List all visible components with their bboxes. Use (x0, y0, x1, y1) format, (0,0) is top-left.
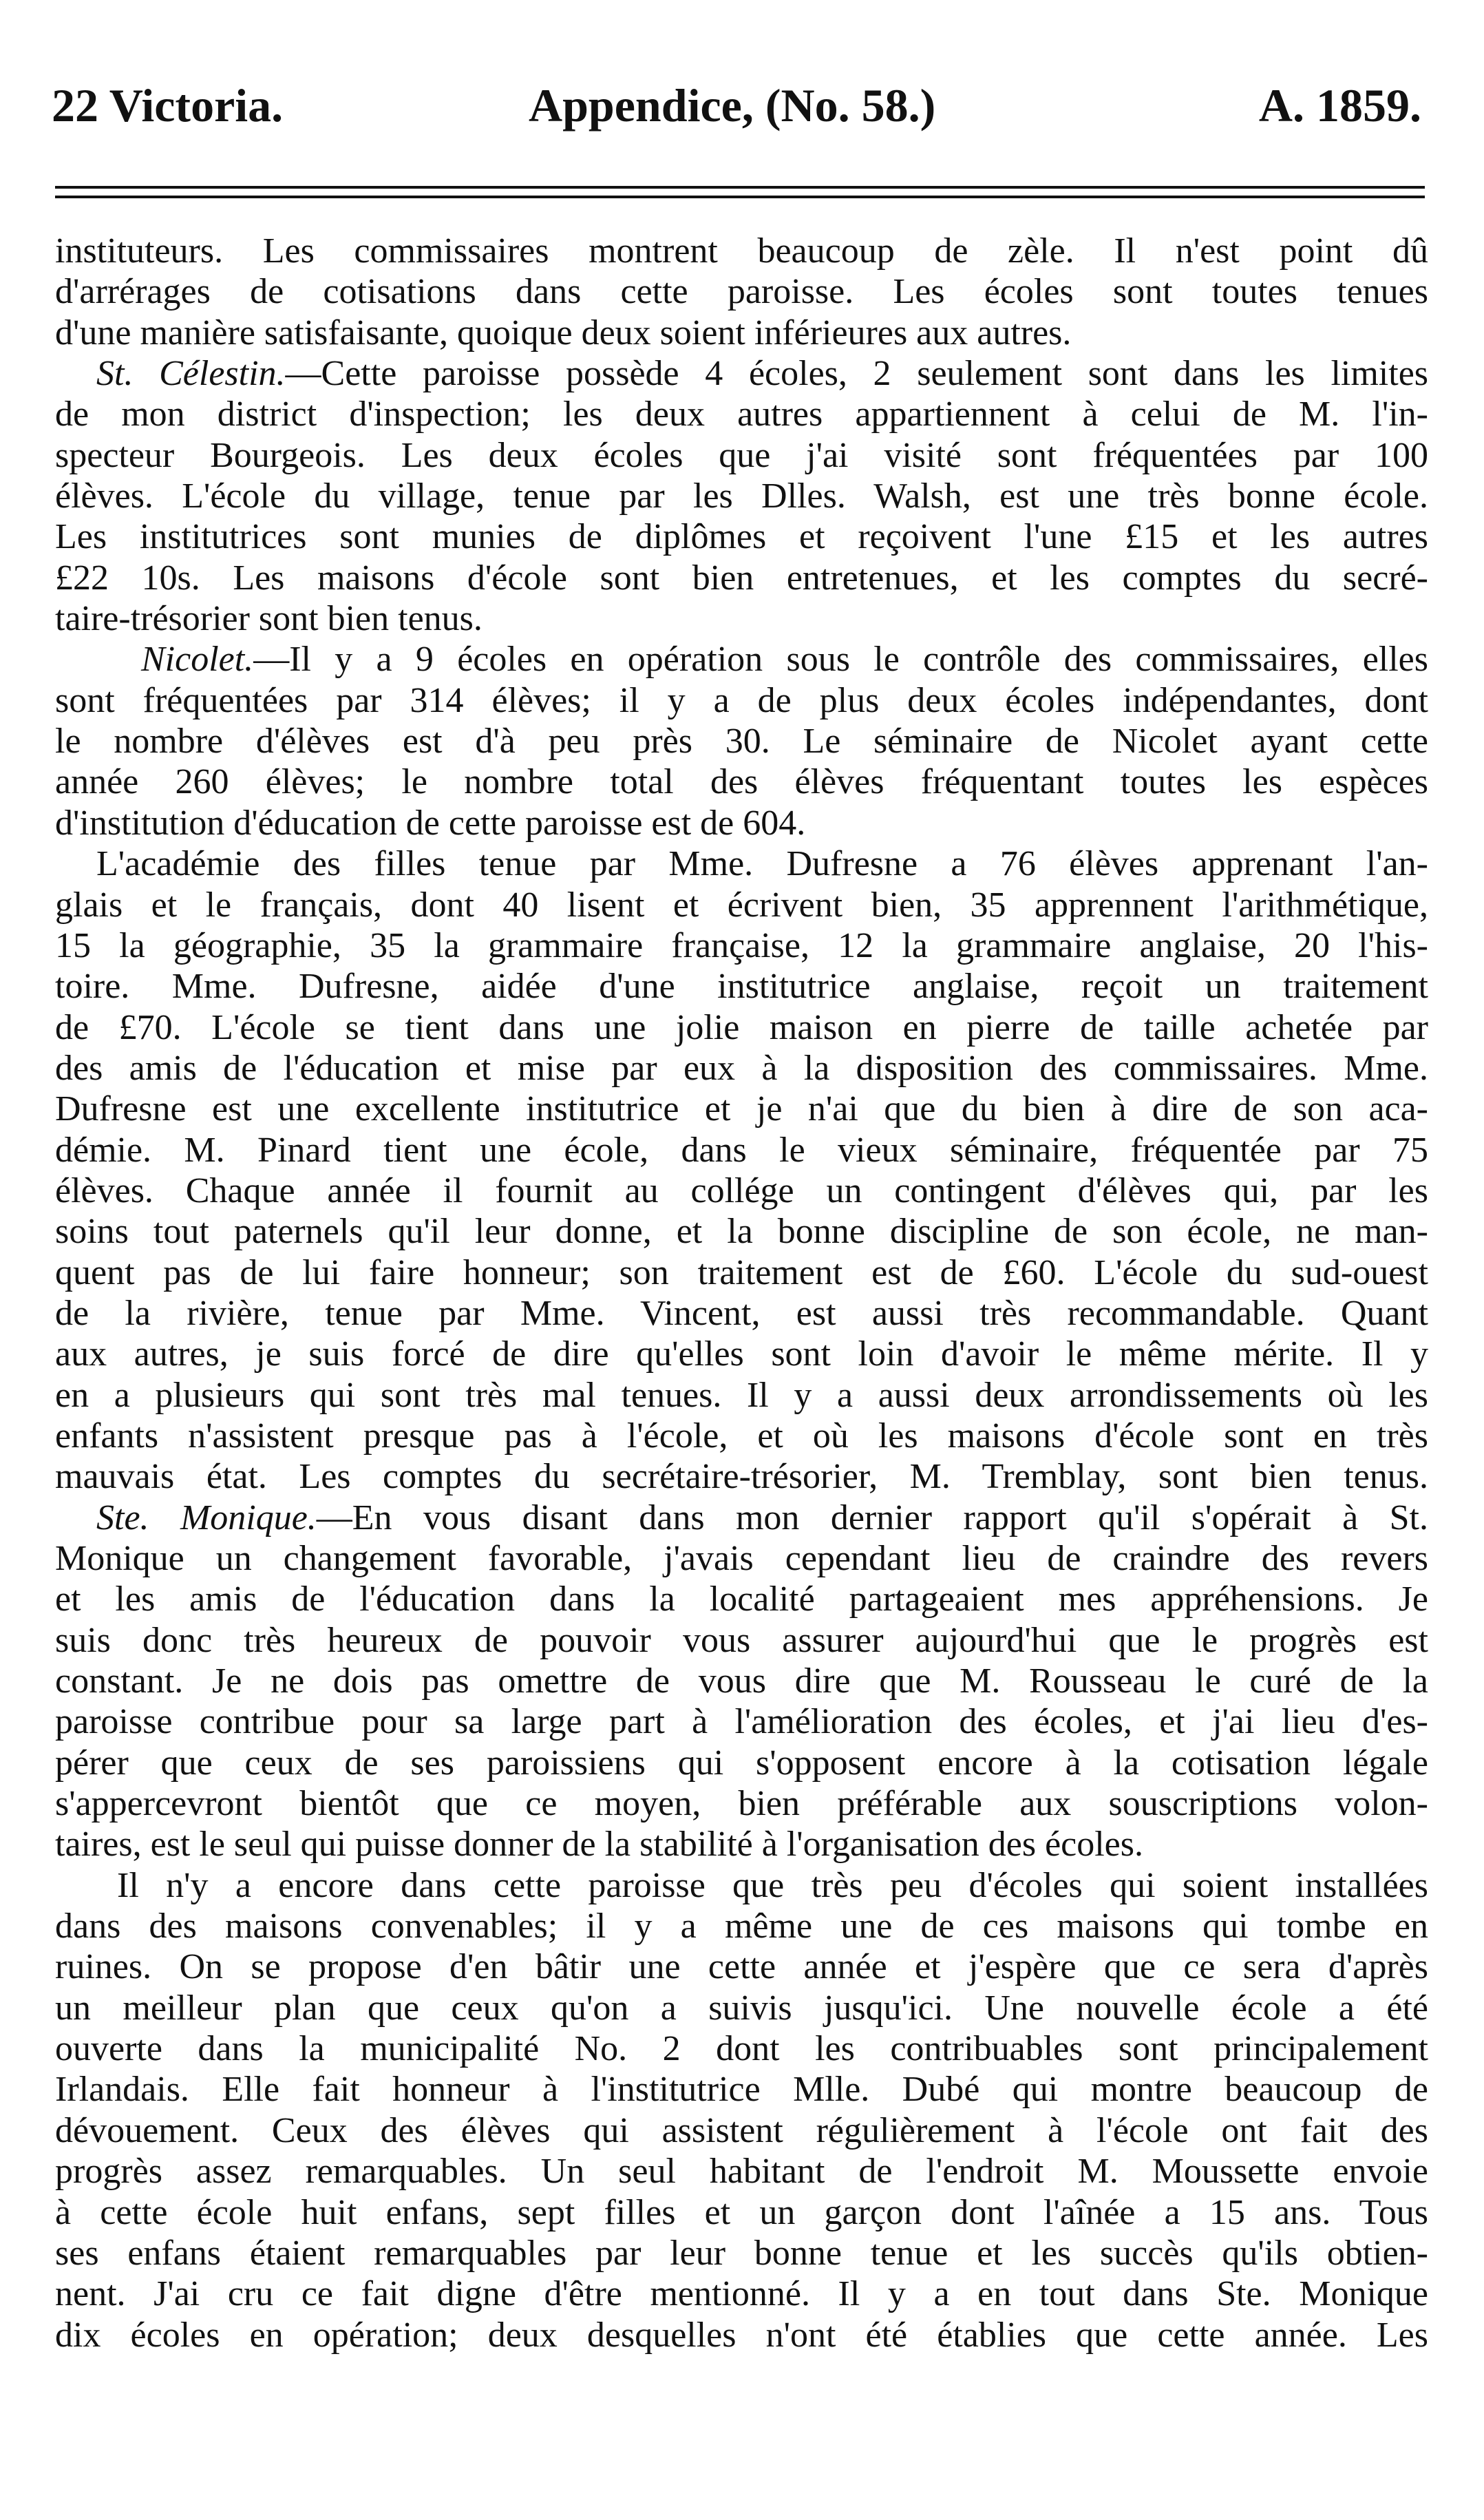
text-line (55, 2233, 1428, 2274)
line-text: ouverte dans la municipalité No. 2 dont les contribuables sont principalement (55, 2029, 1428, 2069)
line-text: nent. J'ai cru ce fait digne d'être mentionné. Il y a en tout dans Ste. Monique (55, 2274, 1428, 2314)
line-text: démie. M. Pinard tient une école, dans le vieux séminaire, fréquentée par 75 (55, 1130, 1428, 1170)
line-text: —Il y a 9 écoles en opération sous le contrôle des commissaires, elles (253, 640, 1428, 680)
text-line (55, 598, 1428, 639)
line-text: d'institution d'éducation de cette paroisse est de 604. (55, 803, 806, 843)
text-line (55, 885, 1428, 925)
text-line (55, 1293, 1428, 1334)
text-line (55, 1988, 1428, 2028)
text-line (55, 353, 1428, 394)
text-line (55, 2110, 1428, 2151)
line-text: en a plusieurs qui sont très mal tenues. Il y a aussi deux arrondissements où les (55, 1375, 1428, 1415)
line-text: quent pas de lui faire honneur; son traitement est de £60. L'école du sud-ouest (55, 1252, 1428, 1292)
line-text: progrès assez remarquables. Un seul habitant de l'endroit M. Moussette envoie (55, 2152, 1428, 2192)
line-text: dans des maisons convenables; il y a même une de ces maisons qui tombe en (55, 1907, 1428, 1946)
running-header (52, 74, 1421, 136)
text-line (55, 1211, 1428, 1252)
text-line (55, 1498, 1428, 1538)
line-text: d'une manière satisfaisante, quoique deux soient inférieures aux autres. (55, 313, 1072, 353)
text-line (55, 966, 1428, 1007)
line-text: —En vous disant dans mon dernier rapport qu'il s'opérait à St. (316, 1498, 1428, 1537)
line-text: le nombre d'élèves est d'à peu près 30. Le séminaire de Nicolet ayant cette (55, 722, 1428, 762)
line-text: un meilleur plan que ceux qu'on a suivis jusqu'ici. Une nouvelle école a été (55, 1988, 1428, 2028)
text-line (55, 1865, 1428, 1906)
text-line (55, 516, 1428, 557)
text-line (55, 843, 1428, 884)
text-line (55, 1456, 1428, 1497)
line-text: élèves. Chaque année il fournit au collége un contingent d'élèves qui, par les (55, 1170, 1428, 1210)
line-text: Il n'y a encore dans cette paroisse que très peu d'écoles qui soient installées (117, 1865, 1428, 1905)
text-line (55, 1252, 1428, 1293)
line-text: paroisse contribue pour sa large part à l'amélioration des écoles, et j'ai lieu d'es- (55, 1702, 1428, 1742)
line-text: année 260 élèves; le nombre total des élèves fréquentant toutes les espèces (55, 762, 1428, 802)
text-line (55, 2069, 1428, 2110)
line-text: sont fréquentées par 314 élèves; il y a de plus deux écoles indépendantes, dont (55, 680, 1428, 720)
line-text: de mon district d'inspection; les deux autres appartiennent à celui de M. l'in- (55, 395, 1428, 434)
line-text: Les institutrices sont munies de diplômes et reçoivent l'une £15 et les autres (55, 517, 1428, 557)
text-line (55, 558, 1428, 598)
line-text: ruines. On se propose d'en bâtir une cette année et j'espère que ce sera d'après (55, 1947, 1428, 1987)
line-text: aux autres, je suis forcé de dire qu'elles sont loin d'avoir le même mérite. Il y (55, 1334, 1428, 1374)
text-line (55, 2192, 1428, 2233)
text-line (55, 803, 1428, 843)
line-text: à cette école huit enfans, sept filles et un garçon dont l'aînée a 15 ans. Tous (55, 2192, 1428, 2232)
text-line (55, 1579, 1428, 1619)
text-line (55, 1170, 1428, 1211)
line-text: ses enfans étaient remarquables par leur bonne tenue et les succès qu'ils obtien- (55, 2233, 1428, 2273)
text-line (55, 639, 1428, 680)
text-line (55, 435, 1428, 476)
text-line (55, 762, 1428, 802)
line-text: Irlandais. Elle fait honneur à l'institutrice Mlle. Dubé qui montre beaucoup de (55, 2070, 1428, 2110)
section-heading: Nicolet. (141, 640, 254, 680)
text-line (55, 1620, 1428, 1661)
header-rule-top (55, 186, 1425, 189)
text-line (55, 1783, 1428, 1824)
text-line (55, 1048, 1428, 1089)
text-line (55, 2028, 1428, 2069)
text-line (55, 925, 1428, 966)
text-line (55, 1946, 1428, 1987)
line-text: mauvais état. Les comptes du secrétaire-trésorier, M. Tremblay, sont bien tenus. (55, 1457, 1428, 1497)
line-text: constant. Je ne dois pas omettre de vous dire que M. Rousseau le curé de la (55, 1661, 1428, 1701)
text-line (55, 1538, 1428, 1579)
line-text: d'arrérages de cotisations dans cette paroisse. Les écoles sont toutes tenues (55, 272, 1428, 312)
line-text: £22 10s. Les maisons d'école sont bien entretenues, et les comptes du secré- (55, 558, 1428, 598)
line-text: L'académie des filles tenue par Mme. Dufresne a 76 élèves apprenant l'an- (96, 844, 1428, 884)
text-line (55, 1375, 1428, 1416)
line-text: pérer que ceux de ses paroissiens qui s'opposent encore à la cotisation légale (55, 1743, 1428, 1783)
line-text: toire. Mme. Dufresne, aidée d'une institutrice anglaise, reçoit un traitement (55, 967, 1428, 1007)
body-text (55, 231, 1428, 2355)
text-line (55, 2315, 1428, 2355)
text-line (55, 1661, 1428, 1701)
text-line (55, 2274, 1428, 2314)
text-line (55, 721, 1428, 762)
line-text: et les amis de l'éducation dans la localité partageaient mes appréhensions. Je (55, 1579, 1428, 1619)
line-text: taires, est le seul qui puisse donner de la stabilité à l'organisation des écoles. (55, 1825, 1143, 1865)
header-rule-bottom (55, 196, 1425, 198)
text-line (55, 313, 1428, 353)
line-text: Monique un changement favorable, j'avais cependant lieu de craindre des revers (55, 1539, 1428, 1578)
line-text: soins tout paternels qu'il leur donne, et la bonne discipline de son école, ne man- (55, 1212, 1428, 1252)
line-text: Dufresne est une excellente institutrice et je n'ai que du bien à dire de son aca- (55, 1089, 1428, 1129)
text-line (55, 394, 1428, 434)
text-line (55, 1743, 1428, 1783)
text-line (55, 1824, 1428, 1865)
line-text: des amis de l'éducation et mise par eux à la disposition des commissaires. Mme. (55, 1048, 1428, 1088)
text-line (55, 2151, 1428, 2192)
line-text: dix écoles en opération; deux desquelles n'ont été établies que cette année. Les (55, 2315, 1428, 2355)
line-text: glais et le français, dont 40 lisent et écrivent bien, 35 apprennent l'arithmétique, (55, 885, 1428, 925)
line-text: dévouement. Ceux des élèves qui assistent régulièrement à l'école ont fait des (55, 2110, 1428, 2150)
header-year: A. 1859. (1258, 79, 1421, 132)
line-text: de £70. L'école se tient dans une jolie maison en pierre de taille achetée par (55, 1007, 1428, 1047)
line-text: taire-trésorier sont bien tenus. (55, 599, 483, 639)
text-line (55, 1416, 1428, 1456)
section-heading: St. Célestin. (96, 354, 286, 394)
text-line (55, 1906, 1428, 1946)
line-text: de la rivière, tenue par Mme. Vincent, est aussi très recommandable. Quant (55, 1293, 1428, 1333)
line-text: s'appercevront bientôt que ce moyen, bien préférable aux souscriptions volon- (55, 1784, 1428, 1824)
header-title: Appendice, (No. 58.) (529, 79, 936, 132)
text-line (55, 271, 1428, 312)
line-text: —Cette paroisse possède 4 écoles, 2 seulement sont dans les limites (285, 354, 1428, 394)
line-text: instituteurs. Les commissaires montrent beaucoup de zèle. Il n'est point dû (55, 231, 1428, 271)
text-line (55, 231, 1428, 271)
text-line (55, 1334, 1428, 1374)
text-line (55, 1130, 1428, 1170)
section-heading: Ste. Monique. (96, 1498, 317, 1537)
text-line (55, 476, 1428, 516)
line-text: enfants n'assistent presque pas à l'école, et où les maisons d'école sont en très (55, 1416, 1428, 1456)
line-text: specteur Bourgeois. Les deux écoles que j'ai visité sont fréquentées par 100 (55, 435, 1428, 475)
line-text: suis donc très heureux de pouvoir vous assurer aujourd'hui que le progrès est (55, 1620, 1428, 1660)
text-line (55, 1701, 1428, 1742)
header-session: 22 Victoria. (52, 79, 284, 132)
text-line (55, 1007, 1428, 1048)
line-text: élèves. L'école du village, tenue par les Dlles. Walsh, est une très bonne école. (55, 476, 1428, 516)
text-line (55, 1089, 1428, 1129)
text-line (55, 680, 1428, 721)
line-text: 15 la géographie, 35 la grammaire française, 12 la grammaire anglaise, 20 l'his- (55, 925, 1428, 965)
